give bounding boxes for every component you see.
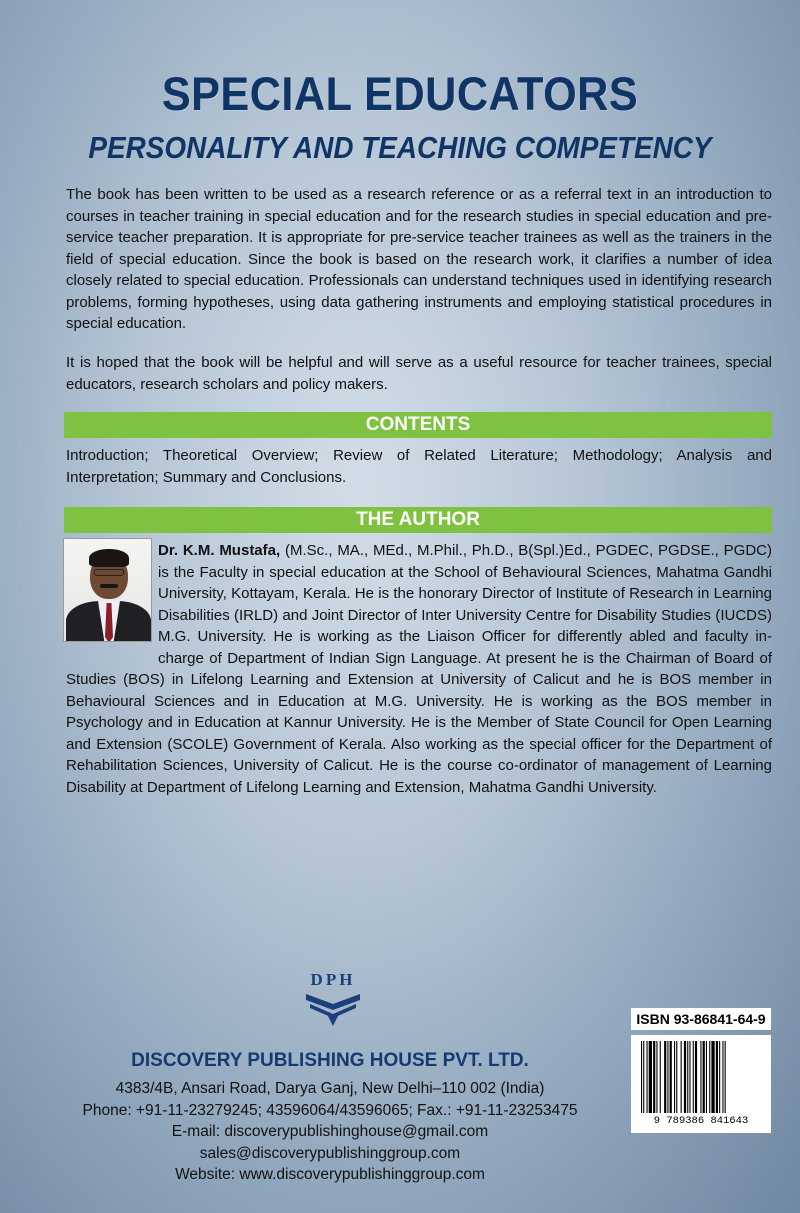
publisher-phone: Phone: +91-11-23279245; 43596064/43596065; Fax.: +91-11-23253475 (82, 1101, 578, 1119)
barcode-number: 9 789386 841643 (653, 1115, 749, 1127)
logo-text: DPH (310, 970, 356, 989)
intro-paragraph: The book has been written to be used as a research reference or as a referral text in an introduction to courses in teacher training in special education and for the research studies in special education and pre-service teacher preparation. It is appropriate for pre-service teacher trainees as well as the trainers in the field of special education. Since the book is based on the research work, it clarifies a number of idea closely related to special education. Professionals can understand techniques used in identifying research problems, forming hypotheses, using data gathering instruments and employing statistical procedures in special education. (66, 186, 772, 332)
barcode-icon (639, 1041, 763, 1113)
barcode-bar (649, 1041, 652, 1113)
barcode-bar (687, 1041, 688, 1113)
publisher-email-sales: sales@discoverypublishinggroup.com (199, 1144, 461, 1162)
isbn-label: ISBN 93-86841-64-9 (631, 1008, 771, 1030)
barcode-bar (706, 1041, 707, 1113)
barcode-bar (703, 1041, 705, 1113)
publisher-logo (300, 970, 366, 1028)
barcode (631, 1035, 771, 1133)
barcode-bar (684, 1041, 686, 1113)
author-bio-text: (M.Sc., MA., MEd., M.Phil., Ph.D., B(Spl.)Ed., PGDEC, PGDSE., PGDC) is the Faculty in special education at the School of Behavioural Sciences, Mahatma Gandhi University, Kottayam, Kerala. He is the honorary Director of Institute of Research in Learning Disabilities (IRLD) and Joint Director of Inter University Centre for Disability Studies (IUCDS) M.G. University. He is working as the Liaison Officer for differently abled and faculty in-charge of Department of Indian Sign Language. At present he is the Chairman of Board of Studies (BOS) in Lifelong Learning and Extension at University of Calicut and he is BOS member in Behavioural Sciences and in Education at M.G. University. He is working as the BOS member in Psychology and in Education at Kannur University. He is the Member of State Council for Open Learning and Extension (SCOLE) Government of Kerala. Also working as the special officer for the Department of Rehabilitation Sciences, University of Calicut. He is the course co-ordinator of management of Learning Disability at Department of Lifelong Learning and Extension, Mahatma Gandhi University. (66, 542, 772, 796)
barcode-bar (722, 1041, 723, 1113)
hope-paragraph: It is hoped that the book will be helpful and will serve as a useful resource for teacher trainees, special educators, research scholars and policy makers. (66, 354, 772, 393)
barcode-bar (689, 1041, 690, 1113)
author-name: Dr. K.M. Mustafa, (158, 542, 281, 559)
author-bio (66, 540, 772, 798)
publisher-address: 4383/4B, Ansari Road, Darya Ganj, New Delhi–110 002 (India) (115, 1080, 545, 1097)
barcode-bar (643, 1041, 644, 1113)
barcode-bar (716, 1041, 718, 1113)
barcode-bar (670, 1041, 672, 1113)
barcode-bar (700, 1041, 701, 1113)
publisher-email: E-mail: discoverypublishinghouse@gmail.com (171, 1123, 489, 1140)
barcode-bar (719, 1041, 720, 1113)
barcode-bar (660, 1041, 661, 1113)
barcode-bar (681, 1041, 682, 1113)
barcode-bar (656, 1041, 657, 1113)
barcode-bar (693, 1041, 694, 1113)
book-subtitle: PERSONALITY AND TEACHING COMPETENCY (88, 130, 712, 165)
barcode-bar (647, 1041, 648, 1113)
publisher-block (0, 1050, 730, 1186)
contents-text: Introduction; Theoretical Overview; Review of Related Literature; Methodology; Analysis and Interpretation; Summary and Conclusions. (66, 447, 772, 486)
barcode-bar (676, 1041, 677, 1113)
publisher-website: Website: www.discoverypublishinggroup.com (175, 1166, 485, 1183)
barcode-bar (653, 1041, 655, 1113)
barcode-bar (725, 1041, 726, 1113)
book-icon (300, 970, 366, 1028)
barcode-bar (667, 1041, 668, 1113)
contents-heading: CONTENTS (64, 412, 772, 438)
publisher-name: DISCOVERY PUBLISHING HOUSE PVT. LTD. (131, 1050, 529, 1071)
barcode-bar (641, 1041, 642, 1113)
barcode-bar (674, 1041, 675, 1113)
barcode-bar (664, 1041, 666, 1113)
barcode-bar (695, 1041, 697, 1113)
author-heading: THE AUTHOR (64, 507, 772, 533)
barcode-bar (709, 1041, 710, 1113)
book-title: SPECIAL EDUCATORS (161, 67, 639, 120)
barcode-bar (711, 1041, 714, 1113)
